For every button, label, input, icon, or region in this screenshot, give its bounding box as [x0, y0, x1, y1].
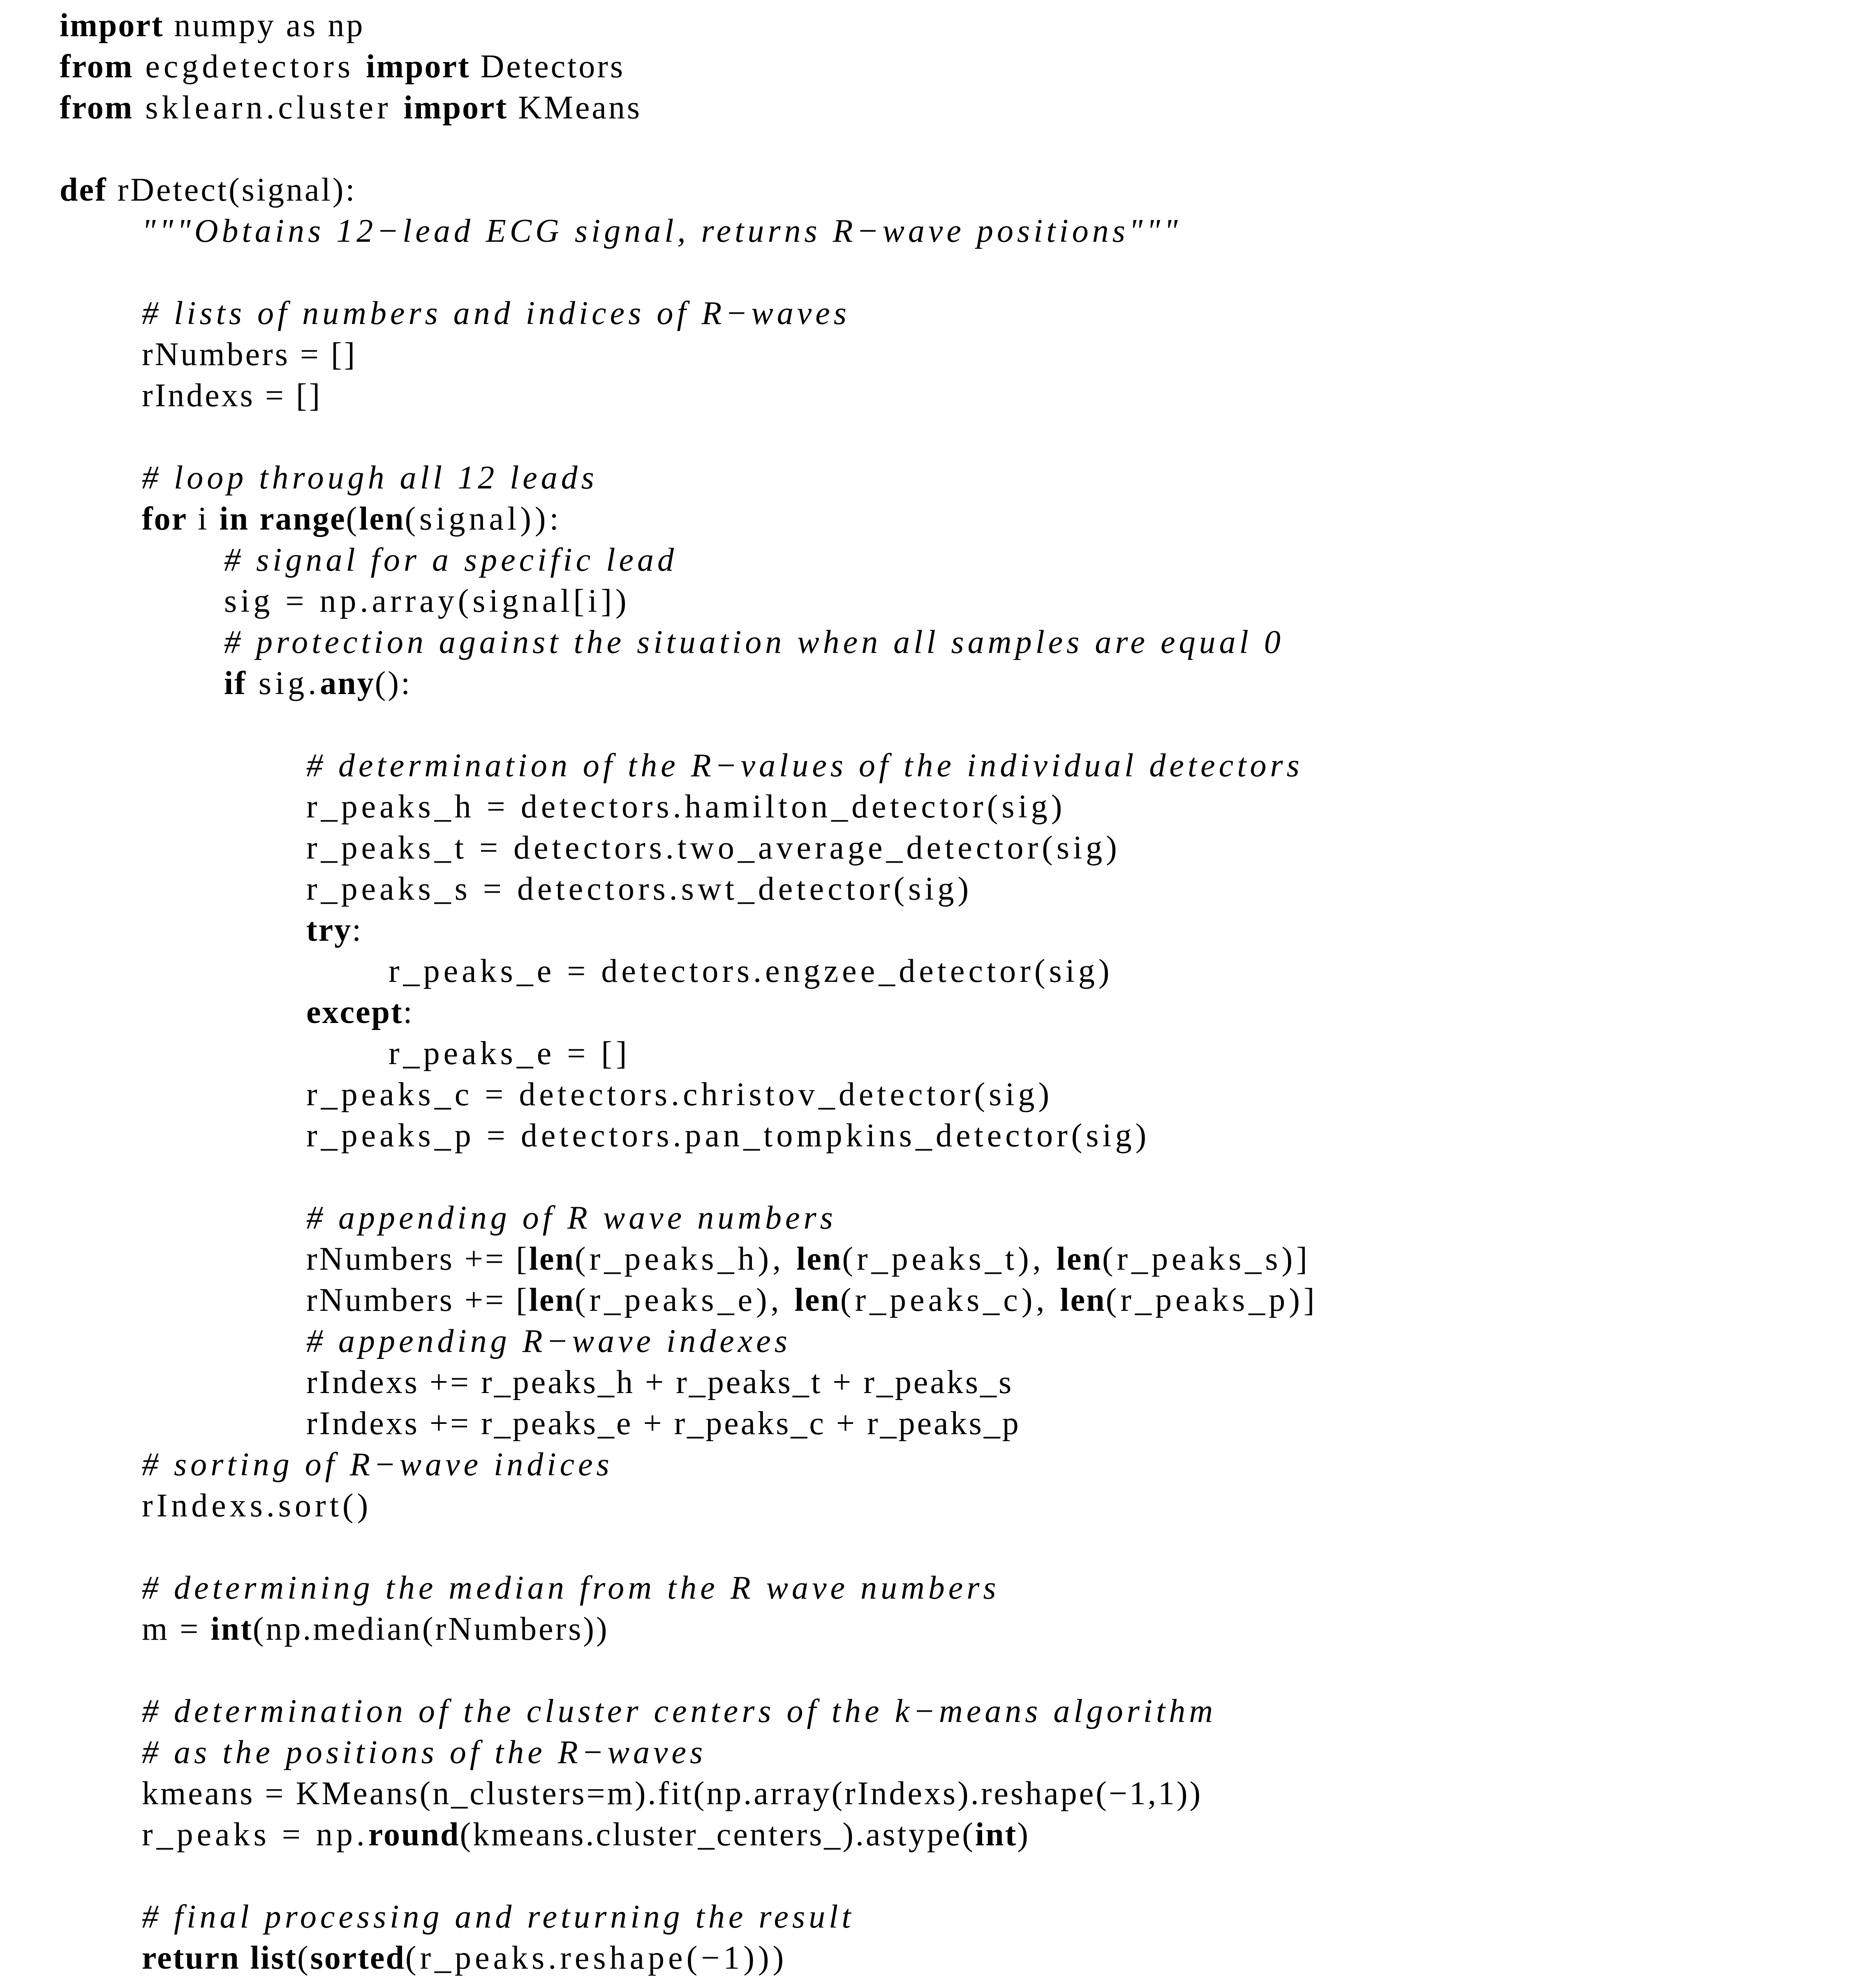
keyword-token: try — [306, 912, 352, 948]
code-line — [224, 663, 412, 704]
code-token: # final processing and returning the result — [142, 1899, 855, 1935]
comment-line — [142, 1567, 1000, 1608]
code-line — [60, 46, 625, 87]
code-line — [60, 87, 642, 128]
keyword-token: list — [250, 1940, 297, 1976]
code-token: # sorting of R−wave indices — [142, 1446, 613, 1483]
keyword-token: import — [403, 90, 508, 126]
code-line — [306, 868, 972, 910]
code-line — [60, 5, 365, 46]
keyword-token: len — [529, 1241, 575, 1277]
code-token: (r_peaks_t), — [842, 1241, 1057, 1277]
keyword-token: from — [60, 49, 134, 85]
keyword-token: for — [142, 501, 188, 537]
code-token: rNumbers += [ — [306, 1282, 529, 1318]
code-token: (): — [375, 665, 412, 701]
code-line — [142, 1485, 372, 1526]
code-token: # appending R−wave indexes — [306, 1323, 791, 1359]
keyword-token: return — [142, 1940, 240, 1976]
code-line — [142, 334, 357, 375]
code-token: r_peaks_c = detectors.christov_detector(sig) — [306, 1076, 1053, 1113]
code-line — [306, 1280, 1318, 1321]
code-token: # as the positions of the R−waves — [142, 1734, 707, 1770]
code-token: (r_peaks.reshape(−1))) — [405, 1940, 788, 1976]
code-token: rNumbers = [] — [142, 336, 357, 373]
code-line — [306, 910, 363, 951]
code-line — [306, 1403, 1021, 1444]
code-token: # determining the median from the R wave numbers — [142, 1570, 1000, 1606]
code-token: r_peaks_h = detectors.hamilton_detector(sig) — [306, 789, 1066, 825]
keyword-token: round — [368, 1817, 460, 1853]
comment-line — [142, 457, 598, 498]
code-line — [142, 1773, 1203, 1814]
code-line — [306, 786, 1066, 827]
code-token: ( — [297, 1940, 310, 1976]
comment-line — [142, 1444, 613, 1485]
code-line — [306, 1238, 1311, 1280]
keyword-token: any — [320, 665, 375, 701]
keyword-token: except — [306, 994, 403, 1030]
keyword-token: int — [210, 1611, 253, 1647]
code-line — [142, 1814, 1030, 1855]
code-token: : — [352, 912, 363, 948]
code-token: kmeans = KMeans(n_clusters=m).fit(np.array(rIndexs).reshape(−1,1)) — [142, 1775, 1203, 1812]
code-token: (signal)): — [405, 501, 562, 537]
comment-line — [142, 1896, 855, 1937]
code-token: (np.median(rNumbers)) — [252, 1611, 609, 1647]
comment-line — [142, 211, 1182, 252]
code-token: KMeans — [508, 90, 642, 126]
keyword-token: len — [1056, 1241, 1102, 1277]
code-line — [306, 992, 414, 1033]
code-token: # loop through all 12 leads — [142, 460, 598, 496]
code-token: sig. — [246, 665, 320, 701]
comment-line — [224, 539, 678, 581]
code-line — [306, 827, 1121, 868]
keyword-token: if — [224, 665, 247, 701]
code-line — [60, 169, 357, 211]
comment-line — [142, 1691, 1216, 1732]
code-token: r_peaks_e = detectors.engzee_detector(sig) — [389, 953, 1113, 989]
code-token: (kmeans.cluster_centers_).astype( — [460, 1817, 975, 1853]
code-token: # signal for a specific lead — [224, 542, 678, 578]
code-token: (r_peaks_h), — [575, 1241, 797, 1277]
code-line — [306, 1074, 1053, 1115]
code-token: numpy as np — [164, 7, 365, 44]
keyword-token: import — [60, 7, 164, 44]
keyword-token: len — [359, 501, 405, 537]
comment-line — [306, 1197, 837, 1238]
code-token: r_peaks_s = detectors.swt_detector(sig) — [306, 871, 973, 907]
comment-line — [142, 293, 850, 334]
keyword-token: sorted — [310, 1940, 405, 1976]
code-line — [224, 581, 630, 622]
code-line — [142, 375, 322, 416]
code-token: (r_peaks_s)] — [1102, 1241, 1311, 1277]
keyword-token: len — [794, 1282, 840, 1318]
code-line — [142, 498, 562, 539]
code-token: r_peaks_p = detectors.pan_tompkins_detector(sig) — [306, 1118, 1150, 1154]
code-token: rIndexs += r_peaks_e + r_peaks_c + r_peaks_p — [306, 1405, 1021, 1442]
code-token: ( — [346, 501, 359, 537]
code-line — [389, 951, 1113, 992]
keyword-token: def — [60, 172, 107, 208]
code-token: rDetect(signal): — [107, 172, 357, 208]
code-line — [142, 1608, 609, 1650]
code-token: sig = np.array(signal[i]) — [224, 583, 630, 619]
code-token: r_peaks = np. — [142, 1817, 368, 1853]
code-token: m = — [142, 1611, 211, 1647]
keyword-token: len — [529, 1282, 575, 1318]
code-token: # protection against the situation when all samples are equal 0 — [224, 624, 1284, 660]
comment-line — [142, 1732, 706, 1773]
code-token — [249, 501, 259, 537]
comment-line — [224, 622, 1284, 663]
code-token: sklearn.cluster — [133, 90, 404, 126]
code-token: rIndexs.sort() — [142, 1488, 372, 1524]
keyword-token: len — [796, 1241, 842, 1277]
code-token — [240, 1940, 250, 1976]
code-line — [142, 1937, 787, 1979]
keyword-token: int — [975, 1817, 1018, 1853]
code-token: : — [403, 994, 414, 1030]
keyword-token: range — [259, 501, 346, 537]
code-token: rIndexs += r_peaks_h + r_peaks_t + r_peaks_s — [306, 1364, 1014, 1400]
code-token: # determination of the R−values of the individual detectors — [306, 748, 1303, 784]
keyword-token: in — [219, 501, 250, 537]
keyword-token: len — [1060, 1282, 1106, 1318]
code-token: (r_peaks_e), — [575, 1282, 795, 1318]
code-token: r_peaks_e = [] — [389, 1035, 631, 1072]
code-token: # appending of R wave numbers — [306, 1200, 837, 1236]
code-token: r_peaks_t = detectors.two_average_detector(sig) — [306, 830, 1121, 866]
code-token: (r_peaks_c), — [840, 1282, 1060, 1318]
code-token: (r_peaks_p)] — [1105, 1282, 1318, 1318]
comment-line — [306, 1321, 791, 1362]
keyword-token: import — [366, 49, 470, 85]
code-token: # lists of numbers and indices of R−waves — [142, 295, 850, 331]
code-token: Detectors — [470, 49, 625, 85]
code-line — [306, 1115, 1150, 1156]
code-token: ecgdetectors — [133, 49, 366, 85]
keyword-token: from — [60, 90, 134, 126]
code-token: # determination of the cluster centers of the k−means algorithm — [142, 1693, 1216, 1729]
code-token: rNumbers += [ — [306, 1241, 529, 1277]
comment-line — [306, 745, 1303, 786]
code-token: i — [187, 501, 220, 537]
code-token: """Obtains 12−lead ECG signal, returns R−wave positions""" — [142, 213, 1182, 249]
code-line — [306, 1362, 1013, 1403]
code-line — [389, 1033, 631, 1074]
code-token: ) — [1017, 1817, 1030, 1853]
code-token: rIndexs = [] — [142, 377, 322, 414]
